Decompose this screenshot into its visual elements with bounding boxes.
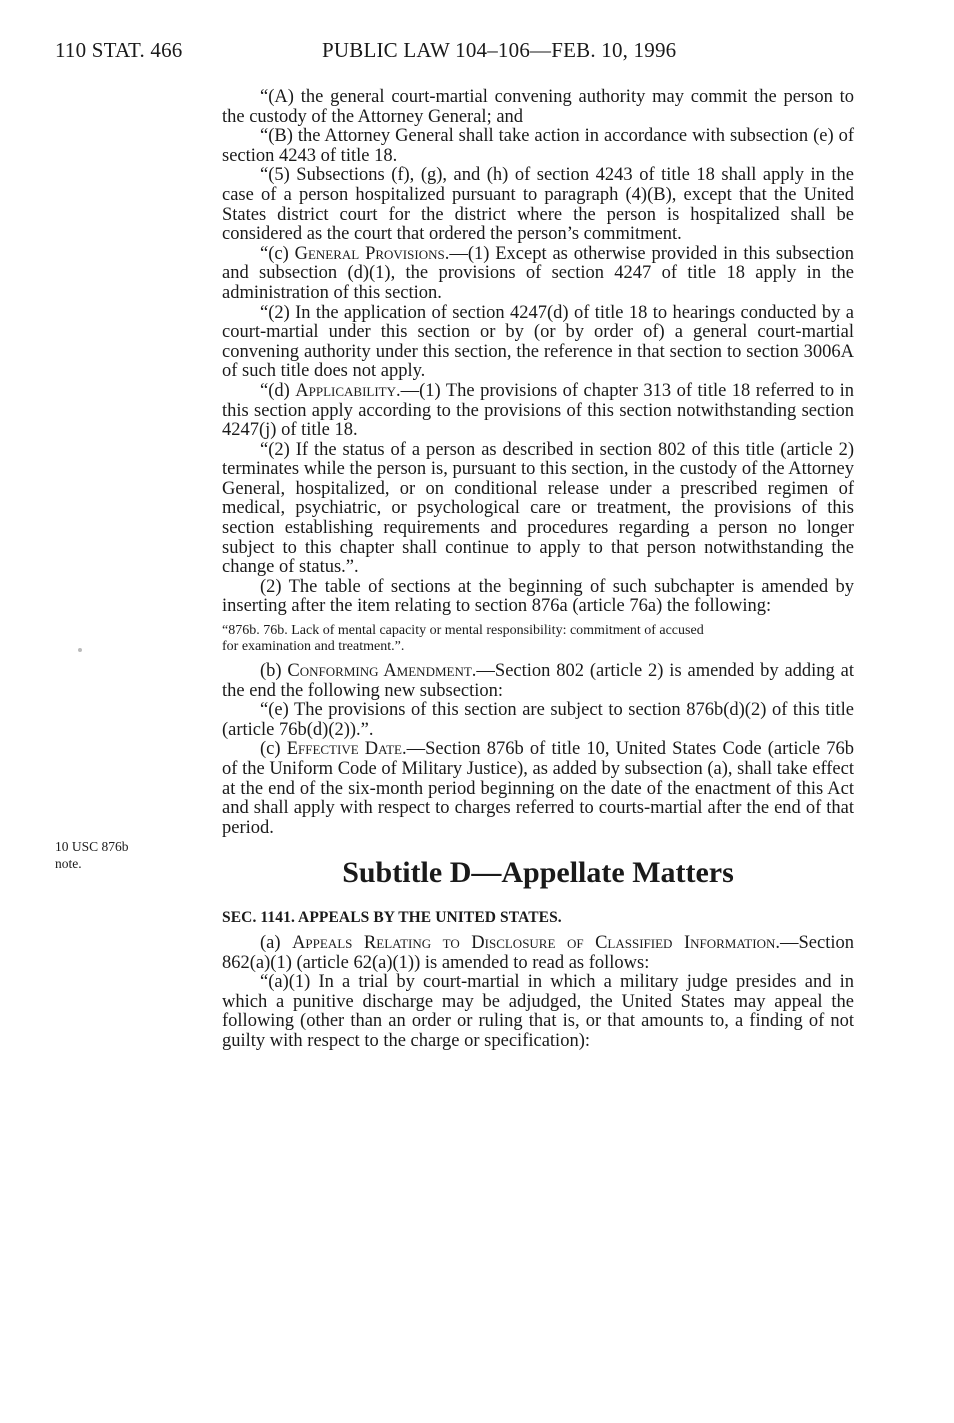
paragraph-heading: Appeals Relating to Disclosure of Classified Information [292, 932, 776, 953]
public-law-citation: PUBLIC LAW 104–106—FEB. 10, 1996 [322, 38, 677, 62]
paragraph-d-2: “(2) If the status of a person as described in section 802 of this title (article 2) terminates while the person is, pursuant to this section, in the custody of the Attorney General, hospitalized, or on conditional release under a prescribed regimen of medical, psychiatric, or psychological care or treatment, the provisions of this section establishing requirements and procedures regarding a person no longer subject to this chapter shall continue to apply to that person notwithstanding the change of status.”. [222, 439, 854, 578]
margin-note [55, 838, 205, 872]
paragraph-c-effective-date [222, 740, 854, 838]
paragraph-heading: General Provisions [294, 243, 445, 264]
paragraph-4-a: “(A) the general court-martial convening authority may commit the person to the custody of the Attorney General; and [222, 87, 854, 127]
paragraph-5: “(5) Subsections (f), (g), and (h) of section 4243 of title 18 shall apply in the case of a person hospitalized pursuant to paragraph (4)(B), except that the United States district court for the district where the person is hospitalized shall be considered as the court that ordered the person’s commitment. [222, 165, 854, 245]
margin-note-citation: 10 USC 876b [55, 839, 129, 854]
paragraph-c-2: “(2) In the application of section 4247(d) of title 18 to hearings conducted by a court-martial under this section or by (or by order of) a general court-martial convening authority under this section, the reference in that section to section 3006A of such title does not apply. [222, 302, 854, 382]
section-heading: SEC. 1141. APPEALS BY THE UNITED STATES. [222, 909, 562, 927]
statute-page-number: 110 STAT. 466 [55, 38, 183, 62]
table-item-line-2: for examination and treatment.”. [222, 638, 405, 654]
scan-speck [78, 648, 82, 652]
subtitle-heading: Subtitle D—Appellate Matters [342, 856, 734, 890]
paragraph-lead: (b) [260, 661, 288, 682]
paragraph-c-general-provisions [222, 245, 854, 304]
table-of-sections-item [222, 623, 854, 654]
paragraph-body: .—Section 876b of title 10, United States Code (article 76b of the Uniform Code of Military Justice), as added by subsection (a), shall take effect at the end of the six-month period beginning on the date of the enactment of this Act and shall apply with respect to charges referred to courts-martial after the end of that period. [222, 739, 854, 838]
page-header [0, 38, 954, 68]
paragraph-heading: Conforming Amendment [287, 661, 472, 682]
paragraph-lead: “(d) [260, 380, 296, 401]
paragraph-body: .—(1) Except as otherwise provided in this subsection and subsection (d)(1), the provisions of section 4247 of title 18 apply in the administration of this section. [222, 243, 854, 303]
paragraph-lead: “(c) [260, 243, 295, 264]
table-item-line-1: “876b. 76b. Lack of mental capacity or mental responsibility: commitment of accused [222, 623, 704, 639]
paragraph-lead: (a) [260, 932, 293, 953]
paragraph-table-amendment: (2) The table of sections at the beginning of such subchapter is amended by inserting after the item relating to section 876a (article 76a) the following: [222, 576, 854, 617]
paragraph-d-applicability [222, 382, 854, 441]
paragraph-body: .—(1) The provisions of chapter 313 of title 18 referred to in this section apply according to the provisions of this section notwithstanding section 4247(j) of title 18. [222, 380, 854, 441]
paragraph-e-subsection: “(e) The provisions of this section are subject to section 876b(d)(2) of this title (article 76b(d)(2)).”. [222, 700, 854, 740]
paragraph-heading: Effective Date [286, 739, 402, 760]
paragraph-a-appeals [222, 934, 854, 973]
paragraph-4-b: “(B) the Attorney General shall take action in accordance with subsection (e) of section 4243 of title 18. [222, 126, 854, 166]
paragraph-heading: Applicability [295, 380, 397, 401]
paragraph-b-conforming-amendment [222, 662, 854, 701]
margin-note-label: note. [55, 856, 82, 871]
paragraph-lead: (c) [260, 739, 287, 760]
paragraph-a-1: “(a)(1) In a trial by court-martial in which a military judge presides and in which a punitive discharge may be adjudged, the United States may appeal the following (other than an order or ruling that is, or that amounts to, a finding of not guilty with respect to the charge or specification): [222, 972, 854, 1051]
paragraph-body: .—Section 862(a)(1) (article 62(a)(1)) is amended to read as follows: [222, 932, 854, 973]
paragraph-body: .—Section 802 (article 2) is amended by adding at the end the following new subsection: [222, 661, 854, 701]
body-text [222, 88, 854, 1052]
